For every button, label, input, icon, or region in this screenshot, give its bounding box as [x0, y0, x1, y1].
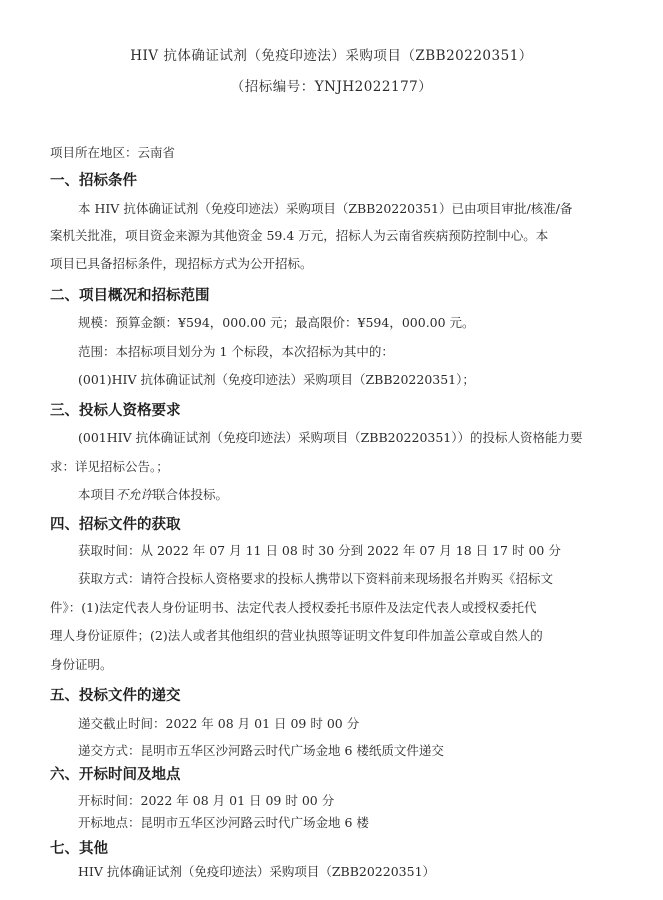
submission-method: 递交方式：昆明市五华区沙河路云时代广场金地 6 楼纸质文件递交: [78, 743, 444, 758]
section-1-paragraph-line: 项目已具备招标条件，现招标方式为公开招标。: [50, 256, 313, 271]
acquisition-method-line: 获取方式：请符合投标人资格要求的投标人携带以下资料前来现场报名并购买《招标文: [78, 571, 554, 586]
section-2-heading: 二、项目概况和招标范围: [50, 288, 210, 304]
section-4-heading: 四、招标文件的获取: [50, 517, 181, 533]
section-6-heading: 六、开标时间及地点: [50, 767, 181, 783]
acquisition-time: 获取时间：从 2022 年 07 月 11 日 08 时 30 分到 2022 年 07 月 18 日 17 时 00 分: [78, 543, 561, 558]
qualification-line: (001HIV 抗体确证试剂（免疫印迹法）采购项目（ZBB20220351））的投标人资格能力要: [78, 430, 583, 445]
consortium-line: [78, 486, 638, 504]
consortium-pre: 本项目: [78, 487, 116, 502]
other-line: HIV 抗体确证试剂（免疫印迹法）采购项目（ZBB20220351）: [78, 864, 436, 879]
acquisition-method-line: 身份证明。: [50, 657, 113, 672]
section-1-heading: 一、招标条件: [50, 173, 137, 189]
consortium-post: 联合体投标。: [153, 487, 229, 502]
acquisition-method-line: 理人身份证原件；(2)法人或者其他组织的营业执照等证明文件复印件加盖公章或自然人的: [50, 628, 543, 643]
scope-line: 范围：本招标项目划分为 1 个标段，本次招标为其中的：: [78, 344, 394, 359]
submission-deadline: 递交截止时间：2022 年 08 月 01 日 09 时 00 分: [78, 716, 360, 731]
consortium-emphasis: 不允许: [115, 487, 154, 502]
project-region: 项目所在地区：云南省: [50, 145, 176, 160]
tender-number: （招标编号：YNJH2022177）: [230, 79, 433, 95]
document-title: HIV 抗体确证试剂（免疫印迹法）采购项目（ZBB20220351）: [130, 48, 533, 64]
section-3-heading: 三、投标人资格要求: [50, 403, 181, 419]
opening-time: 开标时间：2022 年 08 月 01 日 09 时 00 分: [78, 793, 335, 808]
opening-place: 开标地点：昆明市五华区沙河路云时代广场金地 6 楼: [78, 815, 369, 830]
section-1-paragraph-line: 案机关批准，项目资金来源为其他资金 59.4 万元，招标人为云南省疾病预防控制中心。本: [50, 228, 549, 243]
lot-line: (001)HIV 抗体确证试剂（免疫印迹法）采购项目（ZBB20220351）；: [78, 372, 475, 387]
section-5-heading: 五、投标文件的递交: [50, 688, 181, 704]
section-1-paragraph-line: 本 HIV 抗体确证试剂（免疫印迹法）采购项目（ZBB20220351）已由项目审批/核准/备: [78, 201, 573, 216]
qualification-line: 求：详见招标公告。；: [50, 459, 169, 474]
budget-line: 规模：预算金额：¥594，000.00 元；最高限价：¥594，000.00 元。: [78, 315, 475, 330]
section-7-heading: 七、其他: [50, 841, 108, 857]
acquisition-method-line: 件》：(1)法定代表人身份证明书、法定代表人授权委托书原件及法定代表人或授权委托代: [50, 600, 537, 615]
